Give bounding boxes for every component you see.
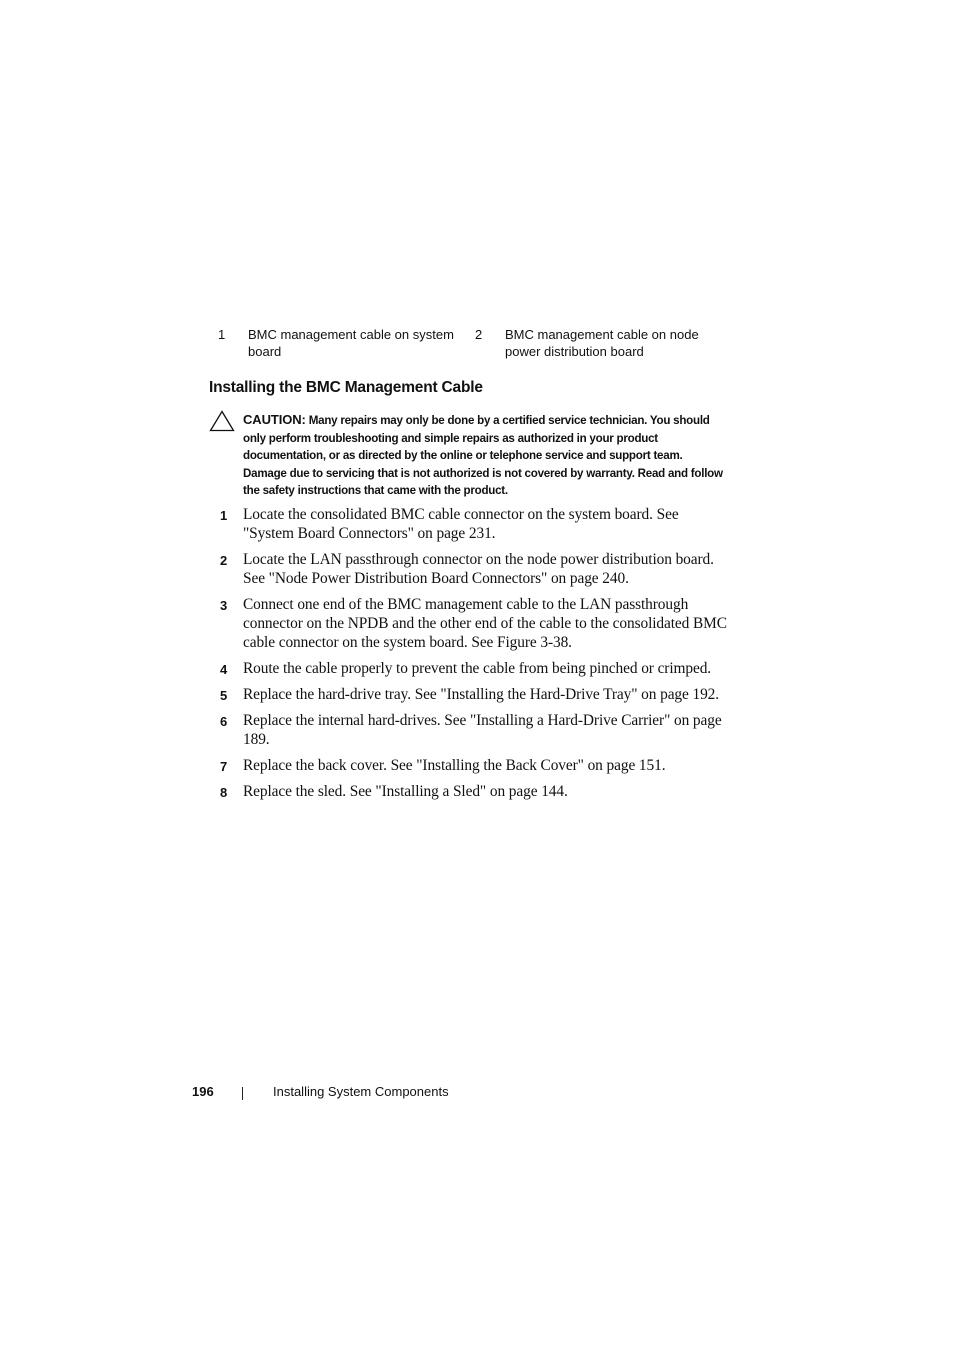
- legend-number: 2: [475, 327, 483, 342]
- step-text: Replace the hard-drive tray. See "Installing the Hard-Drive Tray" on page 192.: [243, 686, 720, 703]
- step-item: [219, 756, 729, 775]
- page-footer: [192, 1084, 592, 1104]
- step-item: [219, 595, 729, 652]
- step-number: 4: [220, 662, 228, 677]
- step-item: [219, 550, 729, 588]
- step-number: 2: [220, 553, 228, 568]
- caution-body: Many repairs may only be done by a certified service technician. You should only perform troubleshooting and simple repairs as authorized in your product documentation, or as directed by the online or telephone service and support team. Damage due to servicing that is not authorized is not covered by warranty. Read and follow the safety instructions that came with the product.: [243, 414, 723, 498]
- step-number: 1: [220, 508, 228, 523]
- step-item: [219, 659, 729, 678]
- caution-label: CAUTION:: [243, 412, 306, 427]
- legend-text: BMC management cable on system board: [248, 327, 454, 359]
- step-text: Locate the LAN passthrough connector on the node power distribution board. See "Node Power Distribution Board Connectors" on page 240.: [243, 551, 714, 587]
- step-text: Route the cable properly to prevent the cable from being pinched or crimped.: [243, 660, 712, 677]
- step-text: Replace the back cover. See "Installing the Back Cover" on page 151.: [243, 757, 666, 774]
- step-item: [219, 711, 729, 749]
- footer-divider: [242, 1087, 243, 1100]
- step-item: [219, 505, 729, 543]
- step-text: Locate the consolidated BMC cable connector on the system board. See "System Board Connectors" on page 231.: [243, 506, 679, 542]
- legend-number: 1: [218, 327, 226, 342]
- caution-triangle-icon: [209, 410, 235, 432]
- step-number: 7: [220, 759, 228, 774]
- step-item: [219, 782, 729, 801]
- step-text: Connect one end of the BMC management cable to the LAN passthrough connector on the NPDB and the other end of the cable to the consolidated BMC cable connector on the system board. See Figure 3-38.: [243, 596, 727, 651]
- step-text: Replace the sled. See "Installing a Sled" on page 144.: [243, 783, 568, 800]
- step-number: 8: [220, 785, 228, 800]
- section-heading: Installing the BMC Management Cable: [209, 379, 483, 396]
- step-number: 6: [220, 714, 228, 729]
- page-number: 196: [192, 1084, 214, 1099]
- step-number: 5: [220, 688, 228, 703]
- footer-section-title: Installing System Components: [273, 1084, 449, 1099]
- legend-text: BMC management cable on node power distribution board: [505, 327, 699, 359]
- procedure-steps: [219, 505, 729, 808]
- step-number: 3: [220, 598, 228, 613]
- step-text: Replace the internal hard-drives. See "Installing a Hard-Drive Carrier" on page 189.: [243, 712, 722, 748]
- caution-text-block: [243, 411, 727, 500]
- step-item: [219, 685, 729, 704]
